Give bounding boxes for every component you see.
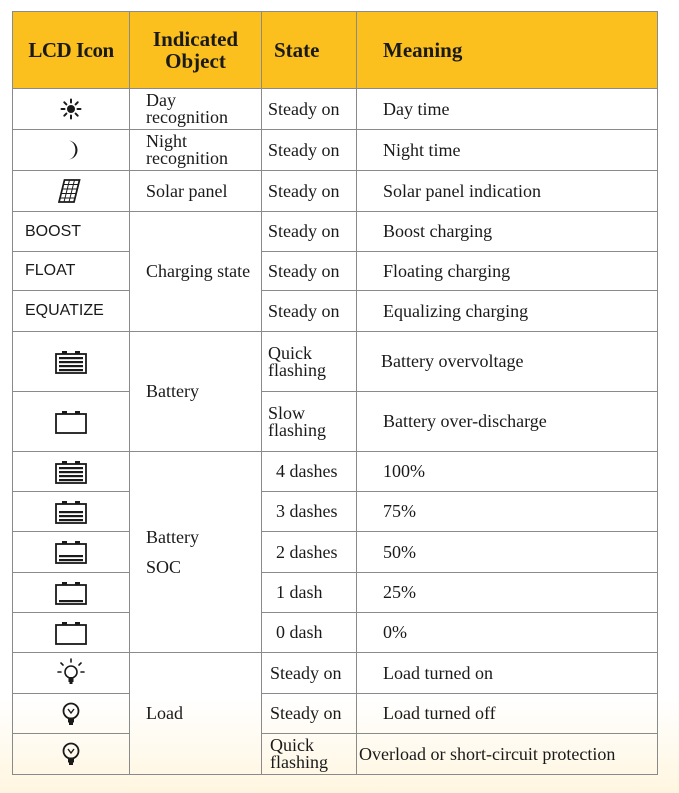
- battery-2-dash-icon: [13, 532, 130, 573]
- header-indicated-object: Indicated Object: [130, 12, 262, 89]
- solar-panel-icon: [13, 171, 130, 212]
- state-cell: Quick flashing: [262, 332, 357, 392]
- state-cell: 2 dashes: [262, 532, 357, 573]
- meaning-cell: 100%: [357, 452, 658, 492]
- header-meaning: Meaning: [357, 12, 658, 89]
- table-row: [13, 332, 658, 392]
- meaning-cell: Load turned on: [357, 653, 658, 694]
- state-cell: Steady on: [262, 653, 357, 694]
- state-cell: Steady on: [262, 694, 357, 734]
- boost-indicator: BOOST: [13, 212, 130, 252]
- table-row: [13, 452, 658, 492]
- state-cell: Steady on: [262, 171, 357, 212]
- meaning-cell: Day time: [357, 89, 658, 130]
- bulb-off-icon: [13, 734, 130, 775]
- meaning-cell: Overload or short-circuit protection: [357, 734, 658, 775]
- equatize-indicator: EQUATIZE: [13, 291, 130, 332]
- moon-icon: [13, 130, 130, 171]
- state-cell: 0 dash: [262, 613, 357, 653]
- state-cell: Steady on: [262, 130, 357, 171]
- table-row: [13, 252, 658, 291]
- state-cell: Steady on: [262, 89, 357, 130]
- table-row: [13, 492, 658, 532]
- state-cell: 1 dash: [262, 573, 357, 613]
- battery-empty-icon: [13, 392, 130, 452]
- object-cell: Solar panel: [130, 171, 262, 212]
- table-row: [13, 573, 658, 613]
- table-row: [13, 653, 658, 694]
- battery-1-dash-icon: [13, 573, 130, 613]
- table-row: [13, 130, 658, 171]
- meaning-cell: Load turned off: [357, 694, 658, 734]
- battery-full-icon: [13, 332, 130, 392]
- meaning-cell: Battery overvoltage: [357, 332, 658, 392]
- meaning-cell: Boost charging: [357, 212, 658, 252]
- meaning-cell: Floating charging: [357, 252, 658, 291]
- header-lcd-icon: LCD Icon: [13, 12, 130, 89]
- state-cell: 4 dashes: [262, 452, 357, 492]
- table-row: [13, 89, 658, 130]
- object-cell: Night recognition: [130, 130, 262, 171]
- state-cell: Quick flashing: [262, 734, 357, 775]
- battery-4-dash-icon: [13, 452, 130, 492]
- table-row: [13, 734, 658, 775]
- meaning-cell: 75%: [357, 492, 658, 532]
- meaning-cell: Battery over-discharge: [357, 392, 658, 452]
- table-header-row: [13, 12, 658, 89]
- table-row: [13, 212, 658, 252]
- table-row: [13, 613, 658, 653]
- meaning-cell: Solar panel indication: [357, 171, 658, 212]
- object-cell: Day recognition: [130, 89, 262, 130]
- state-cell: Slow flashing: [262, 392, 357, 452]
- meaning-cell: 25%: [357, 573, 658, 613]
- meaning-cell: Equalizing charging: [357, 291, 658, 332]
- table-row: [13, 392, 658, 452]
- header-state: State: [262, 12, 357, 89]
- object-cell: [130, 452, 262, 653]
- state-cell: 3 dashes: [262, 492, 357, 532]
- float-indicator: FLOAT: [13, 252, 130, 291]
- sun-icon: [13, 89, 130, 130]
- state-cell: Steady on: [262, 291, 357, 332]
- battery-0-dash-icon: [13, 613, 130, 653]
- table-row: [13, 694, 658, 734]
- table-row: [13, 532, 658, 573]
- lcd-icon-table: [12, 11, 658, 775]
- meaning-cell: 0%: [357, 613, 658, 653]
- battery-3-dash-icon: [13, 492, 130, 532]
- bulb-on-icon: [13, 653, 130, 694]
- state-cell: Steady on: [262, 212, 357, 252]
- meaning-cell: Night time: [357, 130, 658, 171]
- bulb-off-icon: [13, 694, 130, 734]
- state-cell: Steady on: [262, 252, 357, 291]
- meaning-cell: 50%: [357, 532, 658, 573]
- object-cell: Charging state: [130, 212, 262, 332]
- object-cell: Battery: [130, 332, 262, 452]
- object-cell: Load: [130, 653, 262, 775]
- table-row: [13, 171, 658, 212]
- table-row: [13, 291, 658, 332]
- battery-soc-label: Battery SOC: [146, 527, 199, 577]
